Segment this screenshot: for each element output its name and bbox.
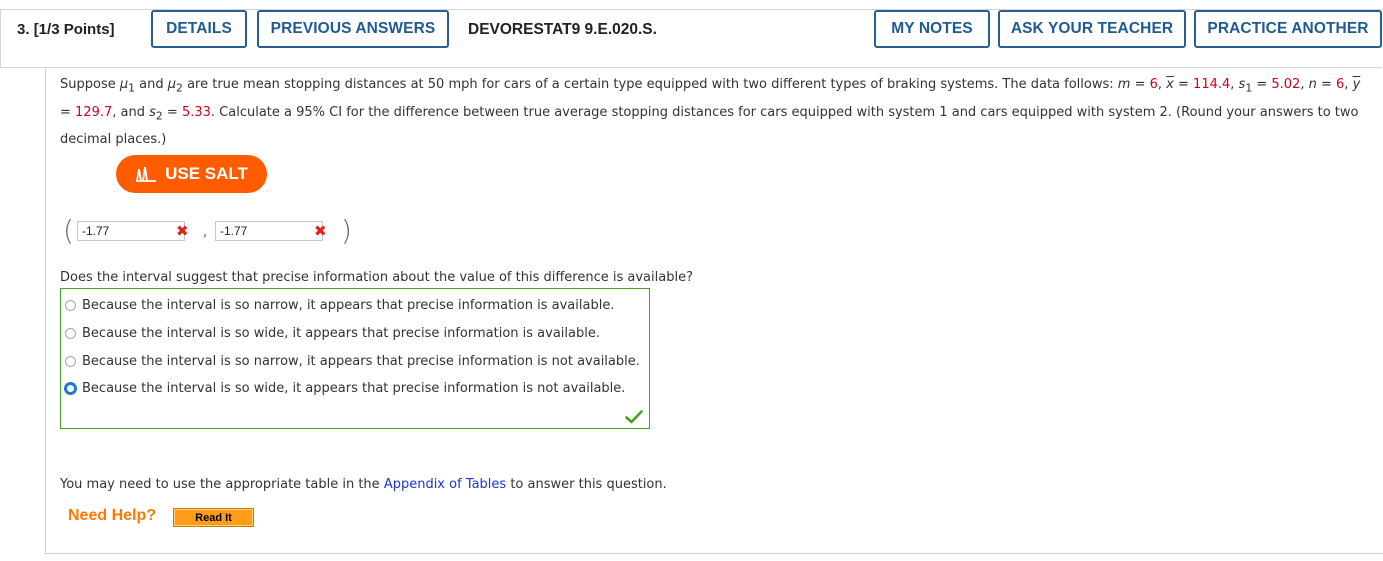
close-paren: ) [341, 214, 352, 247]
my-notes-button[interactable]: MY NOTES [874, 10, 990, 48]
appendix-link[interactable]: Appendix of Tables [383, 477, 507, 492]
choice-option[interactable] [65, 322, 600, 344]
problem-code: DEVORESTAT9 9.E.020.S. [468, 21, 657, 38]
salt-logo-icon [135, 165, 157, 183]
choice-group [60, 288, 650, 429]
appendix-note: You may need to use the appropriate table in the Appendix of Tables to answer this question. [60, 477, 667, 492]
practice-another-button[interactable]: PRACTICE ANOTHER [1194, 10, 1382, 48]
choice-label: Because the interval is so wide, it appears that precise information is not available. [82, 380, 626, 396]
radio-button[interactable] [65, 300, 76, 311]
ci-lower-input[interactable]: -1.77 [77, 221, 185, 241]
choice-label: Because the interval is so narrow, it appears that precise information is available. [82, 297, 615, 313]
points-label: [1/3 Points] [33, 21, 115, 38]
followup-question: Does the interval suggest that precise information about the value of this difference is available? [60, 270, 693, 285]
ci-upper-input[interactable]: -1.77 [215, 221, 323, 241]
question-title: 3. [1/3 Points] [17, 21, 115, 38]
choice-label: Because the interval is so narrow, it appears that precise information is not available. [82, 353, 640, 369]
interval-separator: , [203, 225, 208, 240]
incorrect-icon: ✖ [176, 222, 189, 240]
choice-option[interactable] [65, 350, 640, 372]
choice-label: Because the interval is so wide, it appears that precise information is available. [82, 325, 600, 341]
use-salt-label: USE SALT [165, 164, 248, 183]
choice-option[interactable] [65, 294, 614, 316]
need-help-label: Need Help? [68, 507, 157, 524]
read-it-button[interactable]: Read It [173, 508, 254, 527]
correct-check-icon [625, 410, 643, 424]
radio-button-selected[interactable] [64, 382, 77, 395]
previous-answers-button[interactable]: PREVIOUS ANSWERS [257, 10, 449, 48]
incorrect-icon: ✖ [314, 222, 327, 240]
problem-statement: Suppose $\mu_1$ and $\mu_2$ are true mean stopping distances at 50 mph for cars of a certain type equipped with two different types of braking systems. The data follows: m = 6, $\overline{x} = 114.4$, $s_1 = 5.02$, n = 6, $\overline{y} = 129.7$, and $s_2 = 5.33$. Calculate a 95% CI for the difference between true average stopping distances for cars equipped with system 1 and cars equipped with system 2. (Round your answers to two decimal places.) [60, 77, 1361, 148]
open-paren: ( [63, 214, 74, 247]
radio-button[interactable] [65, 328, 76, 339]
choice-option-selected[interactable] [65, 377, 625, 399]
radio-button[interactable] [65, 356, 76, 367]
ask-your-teacher-button[interactable]: ASK YOUR TEACHER [998, 10, 1186, 48]
use-salt-button[interactable] [116, 155, 267, 193]
details-button[interactable]: DETAILS [151, 10, 247, 48]
